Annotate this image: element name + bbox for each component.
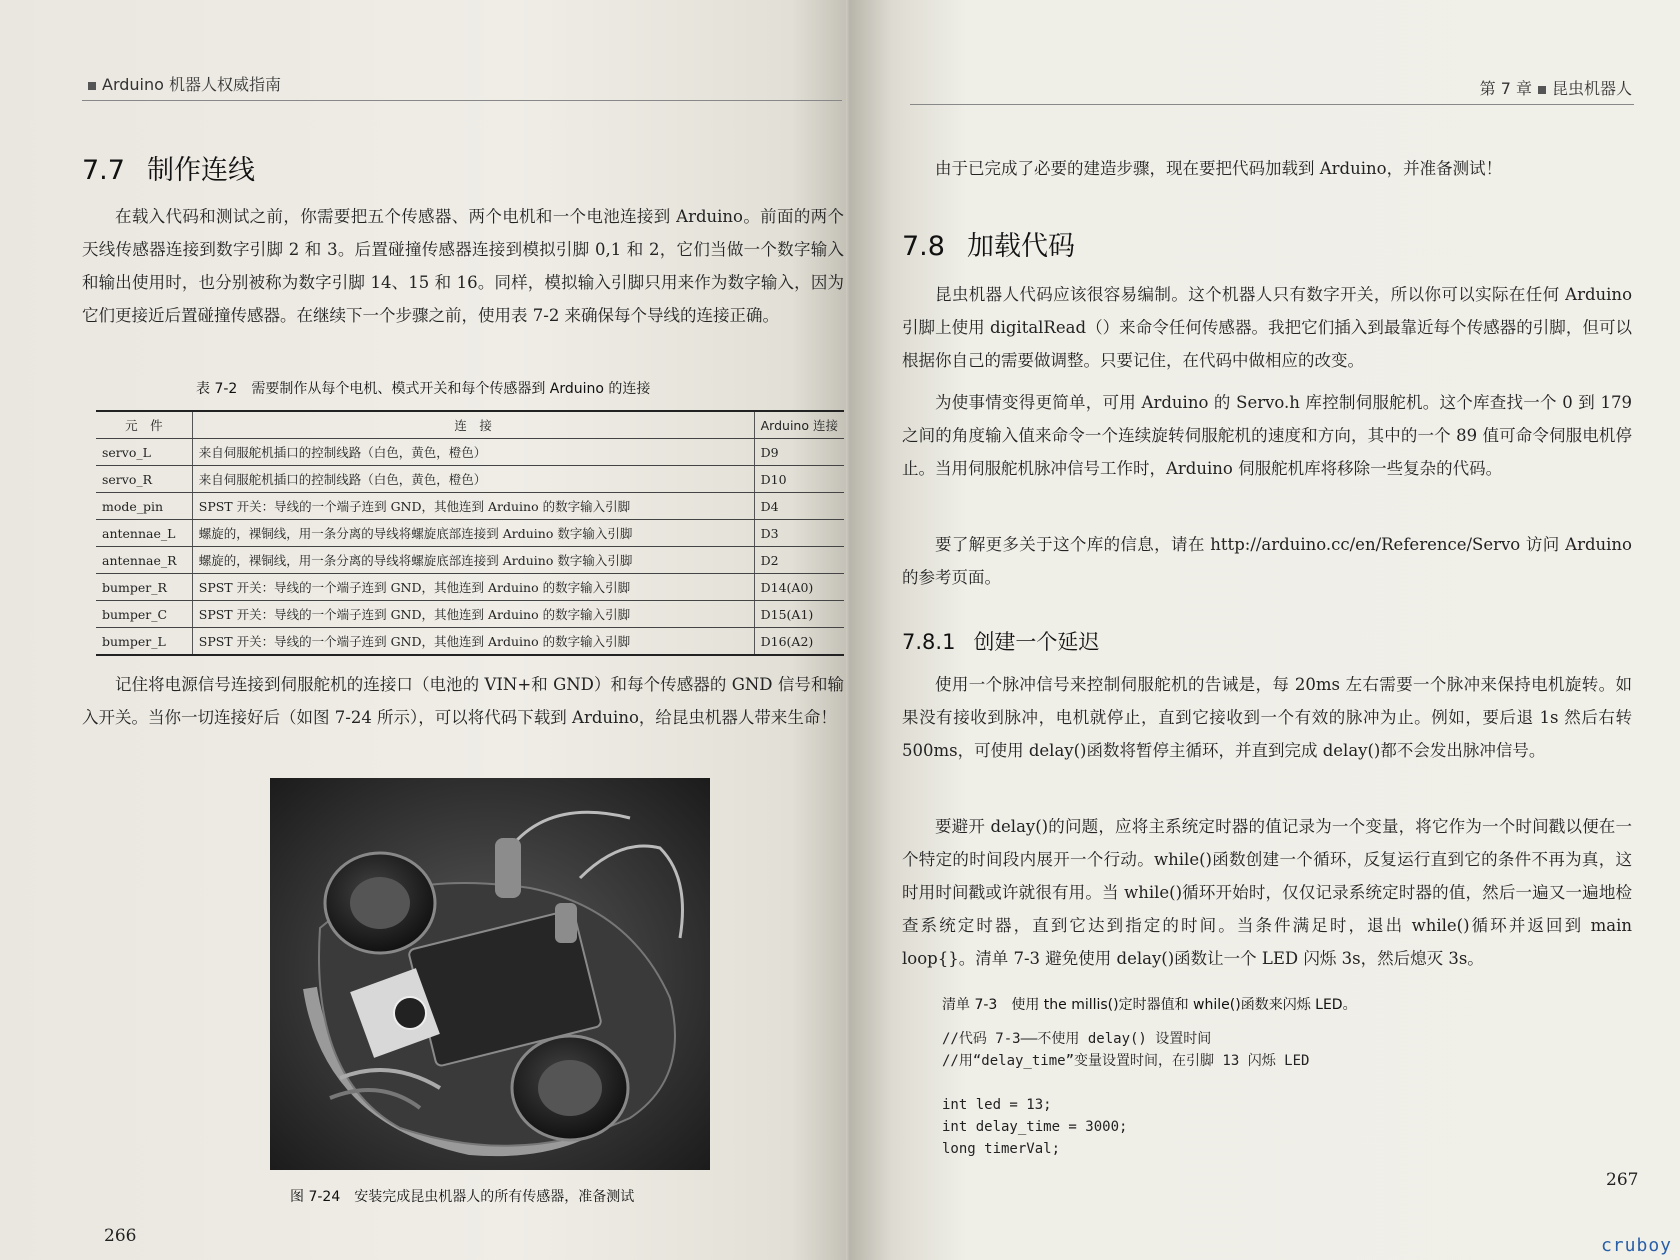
table-header-row — [96, 411, 844, 439]
cell-connection: 螺旋的，裸铜线，用一条分离的导线将螺旋底部连接到 Arduino 数字输入引脚 — [192, 547, 754, 574]
connections-table — [96, 410, 844, 656]
paragraph: 在载入代码和测试之前，你需要把五个传感器、两个电机和一个电池连接到 Arduino。前面的两个天线传感器连接到数字引脚 2 和 3。后置碰撞传感器连接到模拟引脚 0,1 和 2，它们当做一个数字输入和输出使用时，也分别被称为数字引脚 14、15 和 16。同样，模拟输入引脚只用来作为数字输入，因为它们更接近后置碰撞传感器。在继续下一个步骤之前，使用表 7-2 来确保每个导线的连接正确。 — [82, 207, 845, 325]
square-bullet-icon — [88, 82, 96, 90]
subsection-title: 创建一个延迟 — [973, 630, 1100, 654]
cell-connection: 来自伺服舵机插口的控制线路（白色，黄色，橙色） — [192, 466, 754, 493]
table-row — [96, 520, 844, 547]
cell-component: bumper_R — [96, 574, 192, 601]
cell-pin: D16(A2) — [754, 628, 844, 656]
section-heading-7-7 — [82, 148, 255, 187]
running-head-right — [1480, 76, 1632, 99]
table-row — [96, 439, 844, 466]
insect-robot-image — [270, 778, 710, 1170]
cell-pin: D4 — [754, 493, 844, 520]
header-component: 元 件 — [96, 411, 192, 439]
paragraph: 为使事情变得更简单，可用 Arduino 的 Servo.h 库控制伺服舵机。这个库查找一个 0 到 179 之间的角度输入值来命令一个连续旋转伺服舵机的速度和方向，其中的一个 89 值可命令伺服电机停止。当用伺服舵机脉冲信号工作时，Arduino 伺服舵机库将移除一些复杂的代码。 — [902, 393, 1632, 478]
cell-connection: SPST 开关：导线的一个端子连到 GND，其他连到 Arduino 的数字输入引脚 — [192, 574, 754, 601]
cell-component: bumper_L — [96, 628, 192, 656]
cell-component: bumper_C — [96, 601, 192, 628]
paragraph: 要了解更多关于这个库的信息，请在 http://arduino.cc/en/Reference/Servo 访问 Arduino 的参考页面。 — [902, 535, 1632, 587]
head-rule — [82, 100, 842, 101]
table-caption: 表 7-2 需要制作从每个电机、模式开关和每个传感器到 Arduino 的连接 — [196, 381, 651, 397]
section-title: 制作连线 — [146, 155, 255, 186]
cell-pin: D2 — [754, 547, 844, 574]
cell-component: servo_R — [96, 466, 192, 493]
section-heading-7-8 — [902, 224, 1075, 263]
cell-pin: D15(A1) — [754, 601, 844, 628]
robot-photo — [270, 778, 710, 1170]
code-line — [942, 1072, 1309, 1094]
code-line: int delay_time = 3000; — [942, 1119, 1128, 1135]
cell-pin: D14(A0) — [754, 574, 844, 601]
cell-component: servo_L — [96, 439, 192, 466]
cell-pin: D3 — [754, 520, 844, 547]
code-line: //代码 7-3——不使用 delay() 设置时间 — [942, 1031, 1212, 1047]
table-row — [96, 628, 844, 656]
header-connection: 连 接 — [192, 411, 754, 439]
code-line: int led = 13; — [942, 1097, 1052, 1113]
cell-connection: 来自伺服舵机插口的控制线路（白色，黄色，橙色） — [192, 439, 754, 466]
table-row — [96, 493, 844, 520]
chapter-label: 第 7 章 — [1479, 79, 1532, 98]
cell-component: mode_pin — [96, 493, 192, 520]
cell-pin: D10 — [754, 466, 844, 493]
cell-pin: D9 — [754, 439, 844, 466]
paragraph: 记住将电源信号连接到伺服舵机的连接口（电池的 VIN+和 GND）和每个传感器的 GND 信号和输入开关。当你一切连接好后（如图 7-24 所示），可以将代码下载到 Arduino，给昆虫机器人带来生命！ — [82, 675, 844, 727]
square-bullet-icon — [1538, 86, 1546, 94]
page-number-right: 267 — [1606, 1170, 1639, 1190]
cell-connection: SPST 开关：导线的一个端子连到 GND，其他连到 Arduino 的数字输入引脚 — [192, 628, 754, 656]
code-line: //用“delay_time”变量设置时间，在引脚 13 闪烁 LED — [942, 1053, 1310, 1069]
running-head-text: Arduino 机器人权威指南 — [102, 75, 282, 94]
chapter-title: 昆虫机器人 — [1551, 79, 1632, 98]
table-row — [96, 547, 844, 574]
section-number: 7.8 — [902, 231, 945, 262]
section-title: 加载代码 — [966, 231, 1075, 262]
cell-component: antennae_L — [96, 520, 192, 547]
head-rule — [910, 104, 1634, 105]
code-listing — [942, 1028, 1309, 1160]
subsection-number: 7.8.1 — [902, 630, 956, 654]
running-head-left — [82, 72, 281, 95]
paragraph: 昆虫机器人代码应该很容易编制。这个机器人只有数字开关，所以你可以实际在任何 Arduino 引脚上使用 digitalRead（）来命令任何传感器。我把它们插入到最靠近每个传感器的引脚，但可以根据你自己的需要做调整。只要记住，在代码中做相应的改变。 — [902, 285, 1632, 370]
section-number: 7.7 — [82, 155, 125, 186]
cell-connection: SPST 开关：导线的一个端子连到 GND，其他连到 Arduino 的数字输入引脚 — [192, 601, 754, 628]
figure-caption: 图 7-24 安装完成昆虫机器人的所有传感器，准备测试 — [290, 1189, 635, 1205]
table-row — [96, 574, 844, 601]
watermark: cruboy — [1600, 1235, 1672, 1256]
cell-connection: 螺旋的，裸铜线，用一条分离的导线将螺旋底部连接到 Arduino 数字输入引脚 — [192, 520, 754, 547]
cell-component: antennae_R — [96, 547, 192, 574]
table-row — [96, 601, 844, 628]
paragraph: 使用一个脉冲信号来控制伺服舵机的告诫是，每 20ms 左右需要一个脉冲来保持电机旋转。如果没有接收到脉冲，电机就停止，直到它接收到一个有效的脉冲为止。例如，要后退 1s 然后右转 500ms，可使用 delay()函数将暂停主循环，并直到完成 delay()都不会发出脉冲信号。 — [902, 675, 1632, 760]
paragraph: 由于已完成了必要的建造步骤，现在要把代码加载到 Arduino，并准备测试！ — [935, 159, 1503, 178]
subsection-heading-7-8-1 — [902, 626, 1099, 656]
header-arduino: Arduino 连接 — [754, 411, 844, 439]
page-number-left: 266 — [104, 1226, 137, 1246]
code-line: long timerVal; — [942, 1141, 1061, 1157]
right-page — [850, 0, 1680, 1260]
listing-caption: 清单 7-3 使用 the millis()定时器值和 while()函数来闪烁 LED。 — [942, 997, 1357, 1013]
table-row — [96, 466, 844, 493]
paragraph: 要避开 delay()的问题，应将主系统定时器的值记录为一个变量，将它作为一个时间戳以便在一个特定的时间段内展开一个行动。while()函数创建一个循环，反复运行直到它的条件不再为真，这时用时间戳或许就很有用。当 while()循环开始时，仅仅记录系统定时器的值，然后一遍又一遍地检查系统定时器，直到它达到指定的时间。当条件满足时，退出 while()循环并返回到 main loop{}。清单 7-3 避免使用 delay()函数让一个 LED 闪烁 3s，然后熄灭 3s。 — [902, 817, 1632, 968]
cell-connection: SPST 开关：导线的一个端子连到 GND，其他连到 Arduino 的数字输入引脚 — [192, 493, 754, 520]
